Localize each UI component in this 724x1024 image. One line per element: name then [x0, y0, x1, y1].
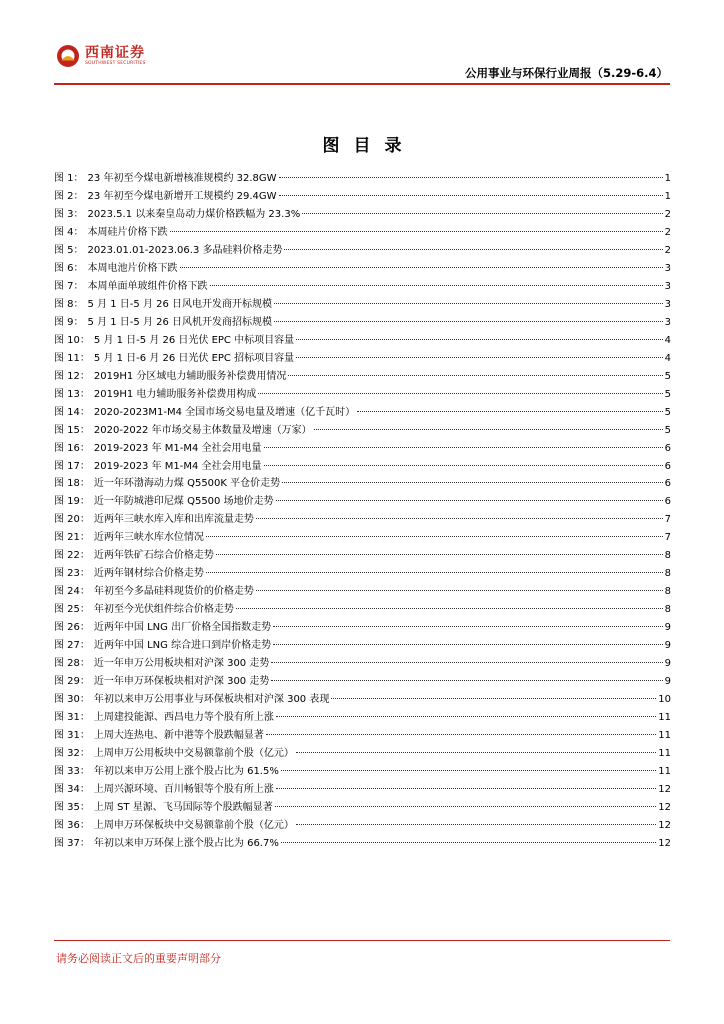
- toc-entry-title: 2019-2023 年 M1-M4 全社会用电量: [93, 460, 262, 472]
- toc-entry-label: 图 28：: [54, 658, 90, 670]
- toc-entry-title: 近两年钢材综合价格走势: [93, 568, 204, 580]
- toc-entry-page-number: 4: [664, 334, 671, 346]
- toc-entry[interactable]: [54, 206, 671, 224]
- footer-notice: 请务必阅读正文后的重要声明部分: [56, 952, 221, 965]
- toc-entry-label: 图 26：: [54, 622, 90, 634]
- toc-entry-page-number: 11: [658, 730, 671, 742]
- toc-entry-page-number: 7: [664, 532, 671, 544]
- toc-entry-label: 图 2：: [54, 190, 84, 202]
- toc-entry-title: 5 月 1 日-6 月 26 日光伏 EPC 招标项目容量: [93, 352, 295, 364]
- toc-entry[interactable]: [54, 709, 671, 727]
- toc-dot-leader: [180, 267, 663, 268]
- toc-entry[interactable]: [54, 314, 671, 332]
- toc-entry[interactable]: [54, 350, 671, 368]
- toc-entry-title: 本周硅片价格下跌: [87, 226, 168, 238]
- toc-entry-title: 2020-2022 年市场交易主体数量及增速（万家）: [93, 424, 312, 436]
- toc-entry-label: 图 17：: [54, 460, 90, 472]
- toc-dot-leader: [206, 572, 663, 573]
- toc-entry-page-number: 2: [664, 226, 671, 238]
- toc-entry-label: 图 21：: [54, 532, 90, 544]
- toc-entry-page-number: 3: [664, 280, 671, 292]
- toc-entry[interactable]: [54, 458, 671, 476]
- toc-entry-title: 2019-2023 年 M1-M4 全社会用电量: [93, 442, 262, 454]
- toc-entry-page-number: 8: [664, 586, 671, 598]
- toc-entry-title: 2019H1 分区域电力辅助服务补偿费用情况: [93, 370, 287, 382]
- toc-entry-page-number: 6: [664, 460, 671, 472]
- toc-entry-label: 图 3：: [54, 208, 84, 220]
- toc-entry-label: 图 15：: [54, 424, 90, 436]
- toc-dot-leader: [216, 554, 663, 555]
- toc-dot-leader: [296, 339, 663, 340]
- toc-dot-leader: [296, 357, 663, 358]
- toc-entry[interactable]: [54, 260, 671, 278]
- toc-entry-page-number: 11: [658, 748, 671, 759]
- toc-entry-title: 5 月 1 日-5 月 26 日风电开发商开标规模: [87, 298, 273, 310]
- toc-entry-page-number: 2: [664, 208, 671, 220]
- toc-dot-leader: [296, 824, 656, 825]
- toc-entry-page-number: 9: [664, 676, 671, 688]
- logo-name: 西南证券: [85, 44, 145, 61]
- footer-divider: [54, 940, 670, 941]
- toc-dot-leader: [266, 734, 656, 735]
- toc-entry-label: 图 10：: [54, 334, 90, 346]
- toc-entry-label: 图 11：: [54, 352, 90, 364]
- header-divider: [54, 83, 670, 85]
- toc-entry-title: 本周单面单玻组件价格下跌: [87, 280, 208, 292]
- toc-entry-page-number: 8: [664, 550, 671, 562]
- toc-entry-page-number: 5: [664, 424, 671, 436]
- toc-entry-label: 图 1：: [54, 173, 84, 184]
- toc-entry[interactable]: [54, 691, 671, 709]
- toc-entry-title: 近一年防城港印尼煤 Q5500 场地价走势: [93, 496, 274, 508]
- toc-entry-title: 23 年初至今煤电新增开工规模约 29.4GW: [87, 190, 277, 202]
- toc-entry-label: 图 24：: [54, 586, 90, 598]
- toc-dot-leader: [279, 177, 663, 178]
- toc-entry-page-number: 9: [664, 658, 671, 670]
- toc-entry-label: 图 25：: [54, 604, 90, 616]
- toc-entry-label: 图 35：: [54, 801, 90, 813]
- toc-entry-label: 图 31：: [54, 712, 90, 724]
- toc-entry-page-number: 3: [664, 262, 671, 274]
- toc-entry-page-number: 12: [658, 801, 671, 813]
- toc-entry-title: 上周申万环保板块中交易额靠前个股（亿元）: [93, 819, 294, 831]
- toc-entry-label: 图 7：: [54, 280, 84, 292]
- toc-entry-page-number: 10: [658, 694, 671, 706]
- toc-entry-title: 年初至今光伏组件综合价格走势: [93, 604, 234, 616]
- toc-entry-title: 年初至今多晶硅料现货价的价格走势: [93, 586, 254, 598]
- toc-dot-leader: [206, 536, 663, 537]
- toc-entry[interactable]: [54, 188, 671, 206]
- toc-entry-page-number: 6: [664, 478, 671, 490]
- toc-entry-label: 图 31：: [54, 730, 90, 742]
- page-header: [0, 0, 724, 90]
- toc-entry-page-number: 9: [664, 622, 671, 634]
- toc-entry-label: 图 23：: [54, 568, 90, 580]
- toc-entry[interactable]: [54, 727, 671, 745]
- toc-entry-page-number: 2: [664, 244, 671, 256]
- toc-dot-leader: [357, 411, 662, 412]
- toc-entry-label: 图 22：: [54, 550, 90, 562]
- toc-entry-title: 本周电池片价格下跌: [87, 262, 178, 274]
- toc-entry[interactable]: [54, 763, 671, 781]
- toc-entry-page-number: 8: [664, 568, 671, 580]
- toc-entry-page-number: 5: [664, 406, 671, 418]
- toc-entry-title: 23 年初至今煤电新增核准规模约 32.8GW: [87, 173, 277, 184]
- toc-dot-leader: [210, 285, 663, 286]
- toc-entry-title: 近两年中国 LNG 综合进口到岸价格走势: [93, 640, 272, 652]
- toc-entry-title: 近一年环渤海动力煤 Q5500K 平仓价走势: [93, 478, 281, 490]
- toc-dot-leader: [271, 680, 662, 681]
- toc-dot-leader: [264, 465, 663, 466]
- toc-entry-label: 图 32：: [54, 748, 90, 759]
- toc-entry-page-number: 3: [664, 298, 671, 310]
- toc-entry-label: 图 8：: [54, 298, 84, 310]
- toc-entry-label: 图 6：: [54, 262, 84, 274]
- toc-entry-label: 图 5：: [54, 244, 84, 256]
- toc-entry-label: 图 30：: [54, 694, 90, 706]
- toc-entry[interactable]: [54, 655, 671, 673]
- toc-entry-title: 近两年中国 LNG 出厂价格全国指数走势: [93, 622, 272, 634]
- logo-emblem-icon: [56, 44, 80, 68]
- toc-entry[interactable]: [54, 278, 671, 296]
- toc-dot-leader: [282, 482, 662, 483]
- toc-entry[interactable]: [54, 673, 671, 691]
- toc-entry[interactable]: [54, 296, 671, 314]
- toc-dot-leader: [258, 393, 662, 394]
- toc-entry-page-number: 3: [664, 316, 671, 328]
- toc-entry-title: 近两年铁矿石综合价格走势: [93, 550, 214, 562]
- toc-entry-title: 上周 ST 星源、飞马国际等个股跌幅显著: [93, 801, 273, 813]
- toc-entry-label: 图 12：: [54, 370, 90, 382]
- toc-entry-label: 图 36：: [54, 819, 90, 831]
- toc-entry-title: 上周建投能源、西昌电力等个股有所上涨: [93, 712, 274, 724]
- toc-entry-page-number: 12: [658, 819, 671, 831]
- toc-entry[interactable]: [54, 332, 671, 350]
- toc-entry[interactable]: [54, 637, 671, 655]
- report-title: 公用事业与环保行业周报（5.29-6.4）: [464, 66, 668, 80]
- toc-dot-leader: [273, 626, 663, 627]
- toc-entry-title: 年初以来申万环保上涨个股占比为 66.7%: [93, 837, 279, 849]
- toc-entry-label: 图 33：: [54, 765, 90, 777]
- toc-entry-label: 图 4：: [54, 226, 84, 238]
- toc-entry[interactable]: [54, 224, 671, 242]
- toc-dot-leader: [276, 716, 656, 717]
- toc-entry-page-number: 11: [658, 712, 671, 724]
- toc-entry-title: 5 月 1 日-5 月 26 日风机开发商招标规模: [87, 316, 273, 328]
- toc-dot-leader: [331, 698, 656, 699]
- toc-dot-leader: [274, 303, 663, 304]
- toc-entry-title: 近两年三峡水库水位情况: [93, 532, 204, 544]
- toc-entry[interactable]: [54, 835, 671, 853]
- toc-dot-leader: [256, 590, 663, 591]
- toc-dot-leader: [273, 644, 663, 645]
- toc-entry-page-number: 6: [664, 442, 671, 454]
- toc-entry-label: 图 18：: [54, 478, 90, 490]
- toc-entry-title: 近一年申万公用板块相对沪深 300 走势: [93, 658, 270, 670]
- toc-entry[interactable]: [54, 368, 671, 386]
- toc-entry-label: 图 37：: [54, 837, 90, 849]
- toc-dot-leader: [281, 770, 656, 771]
- toc-entry-label: 图 27：: [54, 640, 90, 652]
- toc-entry-title: 2020-2023M1-M4 全国市场交易电量及增速（亿千瓦时）: [93, 406, 356, 418]
- toc-entry-label: 图 13：: [54, 388, 90, 400]
- toc-entry-page-number: 12: [658, 783, 671, 795]
- toc-entry-title: 上周大连热电、新中港等个股跌幅显著: [93, 730, 264, 742]
- toc-dot-leader: [288, 375, 662, 376]
- toc-entry[interactable]: [54, 475, 671, 493]
- toc-entry[interactable]: [54, 547, 671, 565]
- toc-entry-page-number: 12: [658, 837, 671, 849]
- toc-dot-leader: [236, 608, 663, 609]
- toc-dot-leader: [274, 321, 663, 322]
- toc-entry[interactable]: [54, 565, 671, 583]
- toc-entry-page-number: 6: [664, 496, 671, 508]
- toc-entry-title: 2019H1 电力辅助服务补偿费用构成: [93, 388, 257, 400]
- toc-entry[interactable]: [54, 386, 671, 404]
- toc-entry[interactable]: [54, 601, 671, 619]
- toc-entry-page-number: 1: [664, 190, 671, 202]
- toc-entry[interactable]: [54, 404, 671, 422]
- toc-entry[interactable]: [54, 242, 671, 260]
- toc-entry-title: 上周申万公用板块中交易额靠前个股（亿元）: [93, 748, 294, 759]
- toc-dot-leader: [256, 518, 663, 519]
- toc-entry-title: 2023.5.1 以来秦皇岛动力煤价格跌幅为 23.3%: [87, 208, 301, 220]
- toc-entry-label: 图 20：: [54, 514, 90, 526]
- toc-dot-leader: [264, 447, 663, 448]
- toc-entry-page-number: 4: [664, 352, 671, 364]
- toc-entry[interactable]: [54, 511, 671, 529]
- toc-entry-page-number: 11: [658, 765, 671, 777]
- logo-english-name: SOUTHWEST SECURITIES: [85, 60, 146, 66]
- toc-dot-leader: [281, 842, 656, 843]
- toc-entry-title: 年初以来申万公用上涨个股占比为 61.5%: [93, 765, 279, 777]
- toc-entry-label: 图 29：: [54, 676, 90, 688]
- toc-dot-leader: [271, 662, 662, 663]
- toc-entry-page-number: 8: [664, 604, 671, 616]
- toc-entry-title: 5 月 1 日-5 月 26 日光伏 EPC 中标项目容量: [93, 334, 295, 346]
- toc-entry-page-number: 5: [664, 388, 671, 400]
- toc-entry-title: 2023.01.01-2023.06.3 多晶硅料价格走势: [87, 244, 283, 256]
- toc-entry[interactable]: [54, 493, 671, 511]
- toc-entry-page-number: 1: [664, 173, 671, 184]
- toc-entry-label: 图 19：: [54, 496, 90, 508]
- toc-entry[interactable]: [54, 745, 671, 763]
- toc-entry[interactable]: [54, 781, 671, 799]
- toc-entry-label: 图 34：: [54, 783, 90, 795]
- toc-entry[interactable]: [54, 799, 671, 817]
- toc-entry-page-number: 5: [664, 370, 671, 382]
- toc-dot-leader: [314, 429, 663, 430]
- toc-entry-title: 近一年申万环保板块相对沪深 300 走势: [93, 676, 270, 688]
- toc-entry-page-number: 7: [664, 514, 671, 526]
- toc-entry-label: 图 14：: [54, 406, 90, 418]
- toc-entry-title: 上周兴源环境、百川畅银等个股有所上涨: [93, 783, 274, 795]
- toc-dot-leader: [296, 752, 656, 753]
- toc-entry[interactable]: [54, 440, 671, 458]
- toc-entry[interactable]: [54, 422, 671, 440]
- toc-dot-leader: [279, 195, 663, 196]
- toc-entry-title: 年初以来申万公用事业与环保板块相对沪深 300 表现: [93, 694, 330, 706]
- toc-dot-leader: [284, 249, 662, 250]
- toc-dot-leader: [275, 806, 657, 807]
- toc-entry[interactable]: [54, 529, 671, 547]
- toc-entry[interactable]: [54, 817, 671, 835]
- toc-entry-label: 图 16：: [54, 442, 90, 454]
- toc-title: 图目录: [322, 136, 416, 156]
- toc-dot-leader: [276, 788, 656, 789]
- toc-entry[interactable]: [54, 619, 671, 637]
- toc-dot-leader: [276, 500, 663, 501]
- toc-entry[interactable]: [54, 170, 671, 188]
- toc-entry-label: 图 9：: [54, 316, 84, 328]
- toc-dot-leader: [302, 213, 662, 214]
- figure-table-of-contents: [54, 170, 671, 853]
- toc-dot-leader: [170, 231, 663, 232]
- toc-entry-page-number: 9: [664, 640, 671, 652]
- toc-entry[interactable]: [54, 583, 671, 601]
- toc-entry-title: 近两年三峡水库入库和出库流量走势: [93, 514, 254, 526]
- company-logo: [56, 44, 146, 68]
